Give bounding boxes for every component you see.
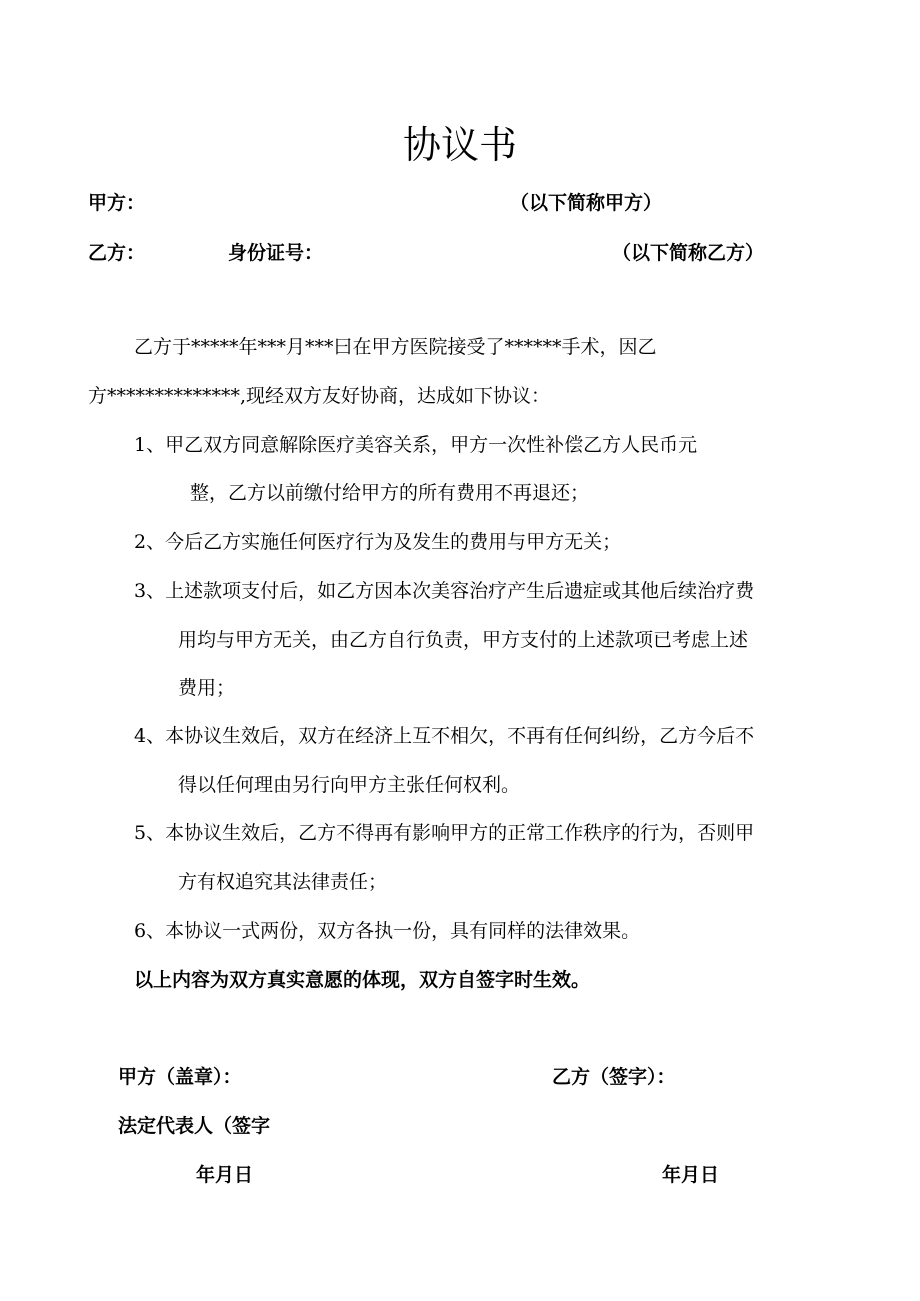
clause-4-line-1: 4、本协议生效后，双方在经济上互不相欠，不再有任何纠纷，乙方今后不 (134, 725, 755, 747)
intro-line-2: 方**************,现经双方友好协商，达成如下协议： (88, 385, 551, 407)
closing-statement: 以上内容为双方真实意愿的体现，双方自签字时生效。 (134, 969, 591, 991)
clause-5-line-1: 5、本协议生效后，乙方不得再有影响甲方的正常工作秩序的行为，否则甲 (134, 822, 755, 844)
party-b-signature-label: 乙方（签字）： (552, 1066, 676, 1088)
party-b-date: 年月日 (662, 1164, 720, 1186)
clause-5-line-2: 方有权追究其法律责任； (178, 871, 388, 893)
clause-3-line-3: 费用； (178, 677, 236, 699)
clause-1-line-1: 1、甲乙双方同意解除医疗美容关系，甲方一次性补偿乙方人民币元 (134, 434, 698, 456)
clause-3-line-1: 3、上述款项支付后，如乙方因本次美容治疗产生后遗症或其他后续治疗费 (134, 580, 755, 602)
party-b-label: 乙方： (88, 242, 146, 264)
party-b-alias: （以下简称乙方） (612, 242, 765, 264)
party-a-date: 年月日 (196, 1164, 254, 1186)
party-a-alias: （以下简称甲方） (510, 192, 663, 214)
id-number-label: 身份证号： (228, 242, 324, 264)
party-a-label: 甲方： (88, 192, 146, 214)
intro-line-1: 乙方于*****年***月***曰在甲方医院接受了******手术，因乙 (134, 336, 657, 358)
clause-4-line-2: 得以任何理由另行向甲方主张任何权利。 (178, 774, 521, 796)
clause-6-line-1: 6、本协议一式两份，双方各执一份，具有同样的法律效果。 (134, 920, 641, 942)
document-title: 协议书 (402, 123, 517, 167)
party-a-seal-label: 甲方（盖章）： (118, 1066, 242, 1088)
clause-1-line-2: 整，乙方以前缴付给甲方的所有费用不再退还； (190, 482, 590, 504)
clause-3-line-2: 用均与甲方无关，由乙方自行负责，甲方支付的上述款项已考虑上述 (178, 629, 749, 651)
legal-representative-label: 法定代表人（签字 (118, 1115, 271, 1137)
clause-2-line-1: 2、今后乙方实施任何医疗行为及发生的费用与甲方无关； (134, 531, 622, 553)
